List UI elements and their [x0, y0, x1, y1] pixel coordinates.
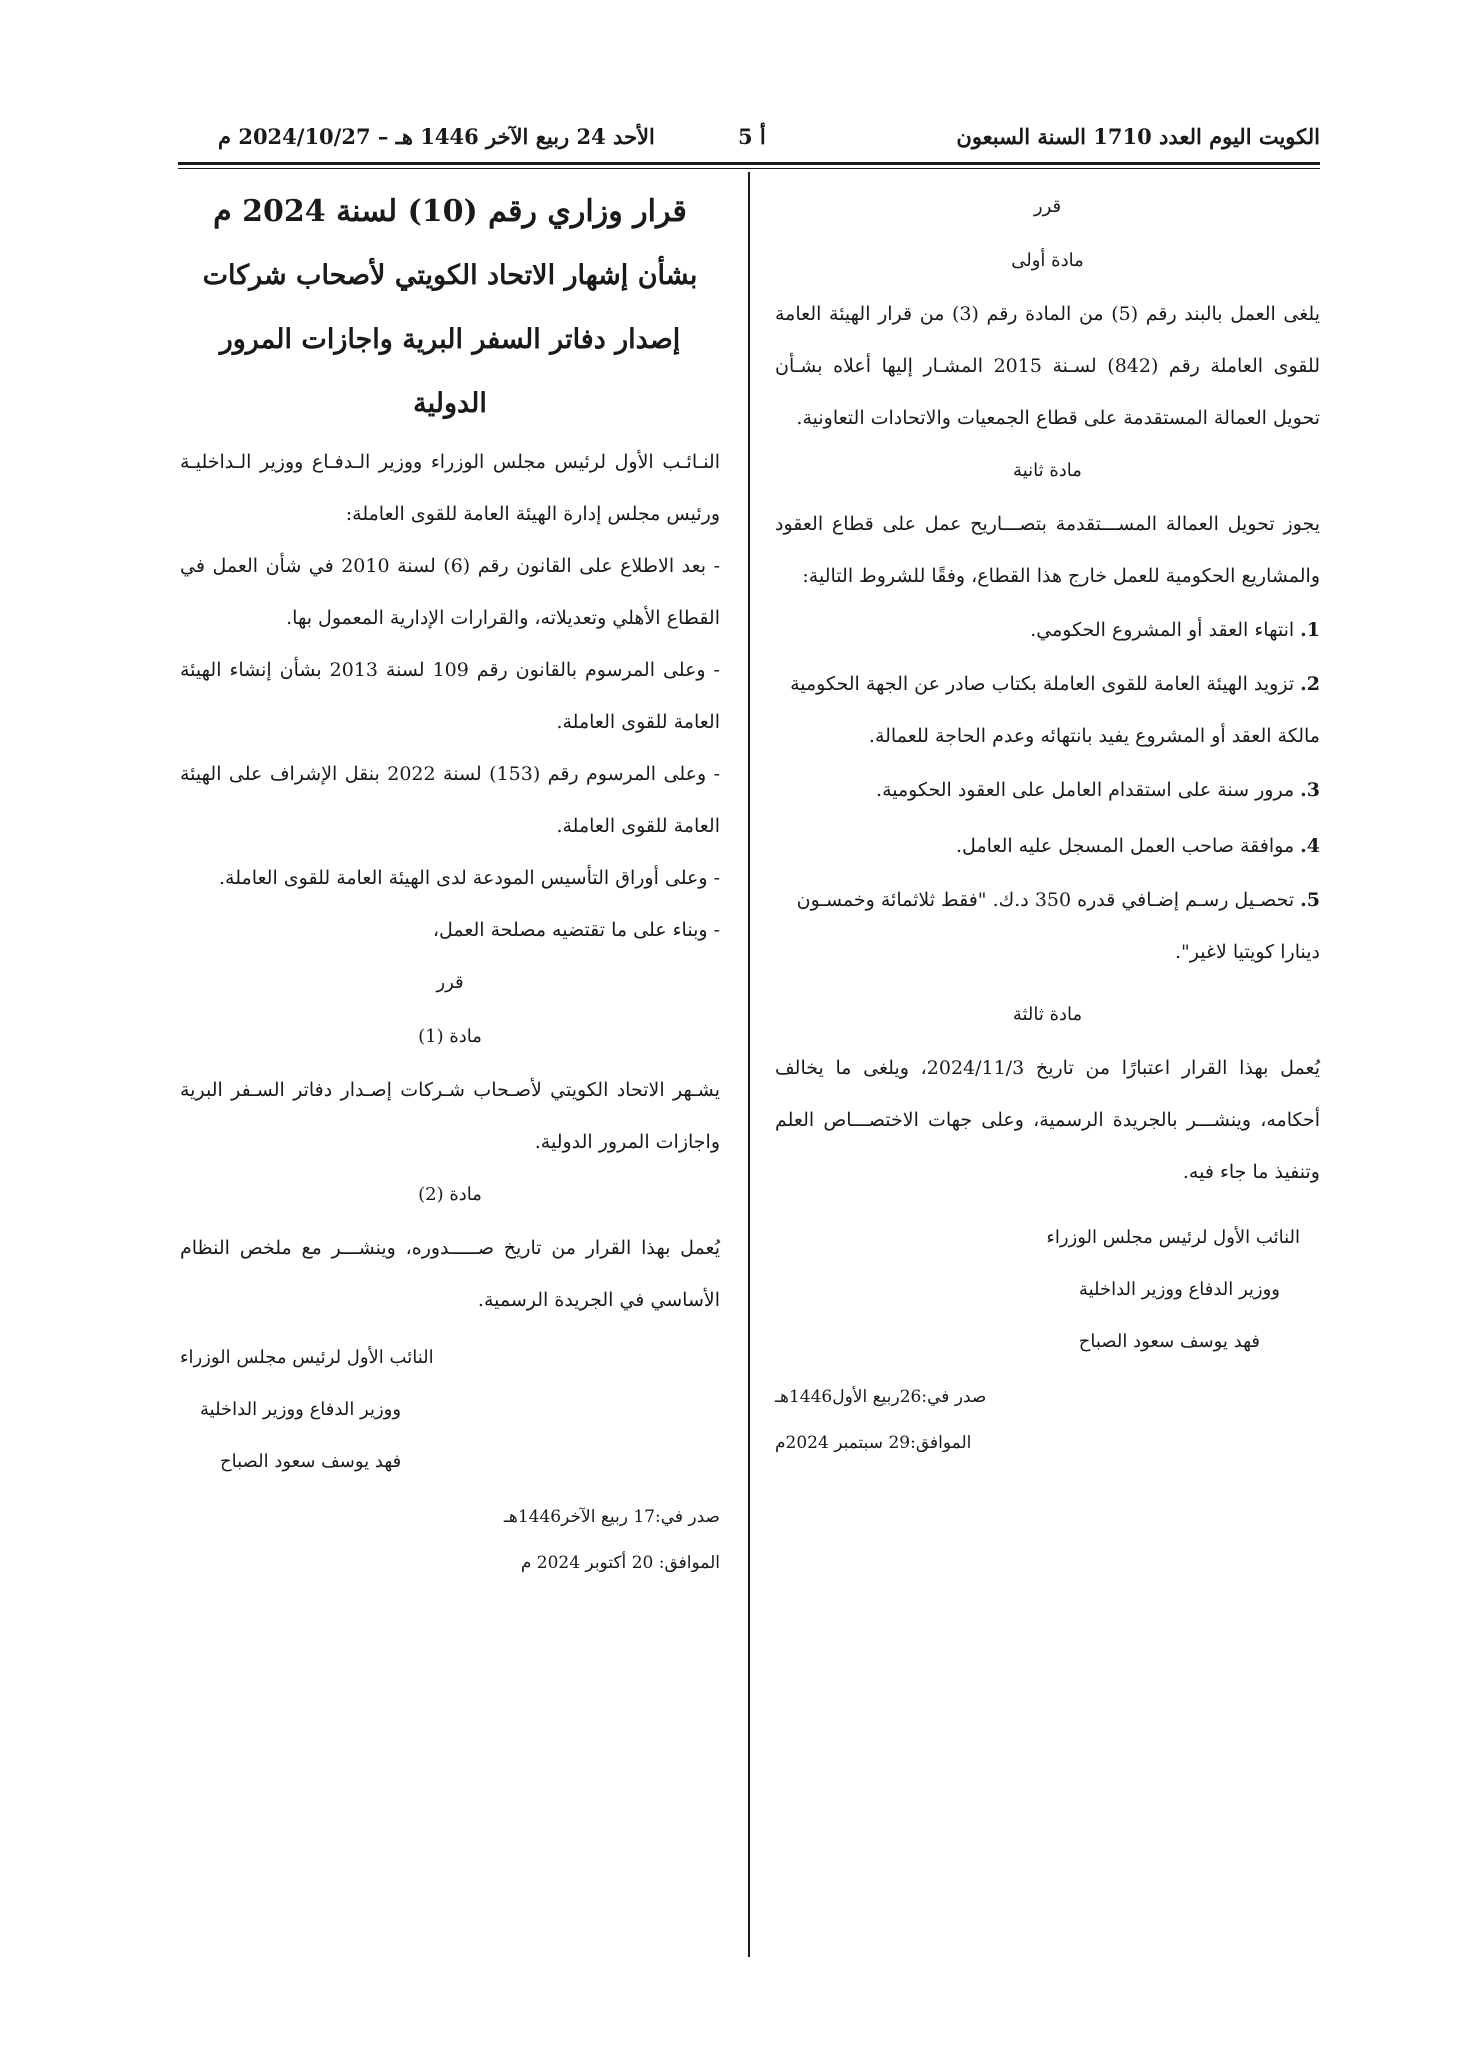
article-text: يلغى العمل بالبند رقم (5) من المادة رقم (3) من قرار الهيئة العامة للقوى العاملة رقم (842) لسـنة 2015 المشـار إليها أعلاه بشـأن تحويل العمالة المستقدمة على قطاع الجمعيات والاتحادات التعاونية. [775, 303, 1320, 429]
article-title: مادة (1) [418, 1026, 482, 1047]
recital: - وعلى المرسوم رقم (153) لسنة 2022 بنقل الإشراف على الهيئة العامة للقوى العاملة. [180, 763, 721, 837]
article-text: يشـهر الاتحاد الكويتي لأصـحاب شـركات إصـدار دفاتر السـفر البرية واجازات المرور الدولية. [180, 1079, 720, 1153]
signature-line: النائب الأول لرئيس مجلس الوزراء [180, 1347, 434, 1368]
header-issue: الكويت اليوم العدد 1710 السنة السبعون [956, 124, 1320, 149]
header-page-number: أ 5 [738, 124, 766, 149]
recital: - بعد الاطلاع على القانون رقم (6) لسنة 2010 في شأن العمل في القطاع الأهلي وتعديلاته، والقرارات الإدارية المعمول بها. [180, 555, 720, 629]
page-header [178, 120, 1320, 156]
article-title: مادة أولى [1011, 250, 1084, 271]
signature-line: ووزير الدفاع ووزير الداخلية [1078, 1279, 1280, 1300]
decision-subtitle: إصدار دفاتر السفر البرية واجازات المرور الدولية [219, 324, 681, 419]
article-title: مادة ثانية [1013, 460, 1082, 481]
corresponding-date: الموافق:29 سبتمبر 2024م [775, 1433, 972, 1453]
article-title: مادة (2) [418, 1184, 482, 1205]
decision-title: قرار وزاري رقم (10) لسنة 2024 م [213, 194, 687, 229]
column-divider [748, 172, 750, 1957]
signature-block [180, 1332, 720, 1488]
recital: - وعلى أوراق التأسيس المودعة لدى الهيئة العامة للقوى العاملة. [219, 867, 720, 889]
condition-item: 5.تحصـيل رسـم إضـافي قدره 350 د.ك. "فقط ثلاثمائة وخمسـون دينارا كويتيا لاغير". [796, 889, 1320, 963]
right-column [775, 180, 1320, 1466]
recital: - وبناء على ما تقتضيه مصلحة العمل، [432, 919, 720, 941]
signature-line: النائب الأول لرئيس مجلس الوزراء [1046, 1227, 1300, 1248]
signature-line: ووزير الدفاع ووزير الداخلية [200, 1399, 402, 1420]
decision-subtitle: بشأن إشهار الاتحاد الكويتي لأصحاب شركات [202, 260, 698, 291]
article-text: يُعمل بهذا القرار اعتبارًا من تاريخ 2024/11/3، ويلغى ما يخالف أحكامه، وينشـــر بالجريدة الرسمية، وعلى جهات الاختصـــاص العلم وتنفيذ ما جاء فيه. [775, 1057, 1320, 1183]
issue-date-block [180, 1494, 720, 1586]
recital: - وعلى المرسوم بالقانون رقم 109 لسنة 2013 بشأن إنشاء الهيئة العامة للقوى العاملة. [180, 659, 720, 733]
condition-item: 2.تزويد الهيئة العامة للقوى العاملة بكتاب صادر عن الجهة الحكومية مالكة العقد أو المشروع يفيد بانتهائه وعدم الحاجة للعمالة. [790, 673, 1320, 747]
condition-item: 1.انتهاء العقد أو المشروع الحكومي. [1030, 619, 1320, 641]
header-date: الأحد 24 ربيع الآخر 1446 هـ – 2024/10/27 م [218, 124, 655, 149]
decided-heading: قرر [1033, 196, 1062, 217]
signature-name: فهد يوسف سعود الصباح [1078, 1331, 1260, 1352]
signature-block [775, 1212, 1320, 1368]
article-text: يُعمل بهذا القرار من تاريخ صـــــدوره، وينشـــر مع ملخص النظام الأساسي في الجريدة الرسمية. [180, 1237, 720, 1311]
condition-item: 4.موافقة صاحب العمل المسجل عليه العامل. [956, 835, 1320, 857]
condition-item: 3.مرور سنة على استقدام العامل على العقود الحكومية. [876, 779, 1320, 801]
issued-date: صدر في:17 ربيع الآخر1446هـ [503, 1507, 720, 1527]
preamble: النـائـب الأول لرئيس مجلس الوزراء ووزير الـدفـاع ووزير الـداخليـة ورئيس مجلس إدارة الهيئة العامة للقوى العاملة: [180, 451, 720, 525]
article-title: مادة ثالثة [1012, 1004, 1083, 1025]
corresponding-date: الموافق: 20 أكتوبر 2024 م [520, 1553, 720, 1573]
header-rule-thick [178, 162, 1320, 165]
left-column [180, 180, 720, 1586]
issue-date-block [775, 1374, 1320, 1466]
signature-name: فهد يوسف سعود الصباح [220, 1451, 402, 1472]
header-rule-thin [178, 168, 1320, 169]
issued-date: صدر في:26ربيع الأول1446هـ [775, 1387, 987, 1407]
decided-heading: قرر [436, 972, 464, 993]
article-text: يجوز تحويل العمالة المســـتقدمة بتصـــاريح عمل على قطاع العقود والمشاريع الحكومية للعمل خارج هذا القطاع، وفقًا للشروط التالية: [775, 513, 1320, 587]
